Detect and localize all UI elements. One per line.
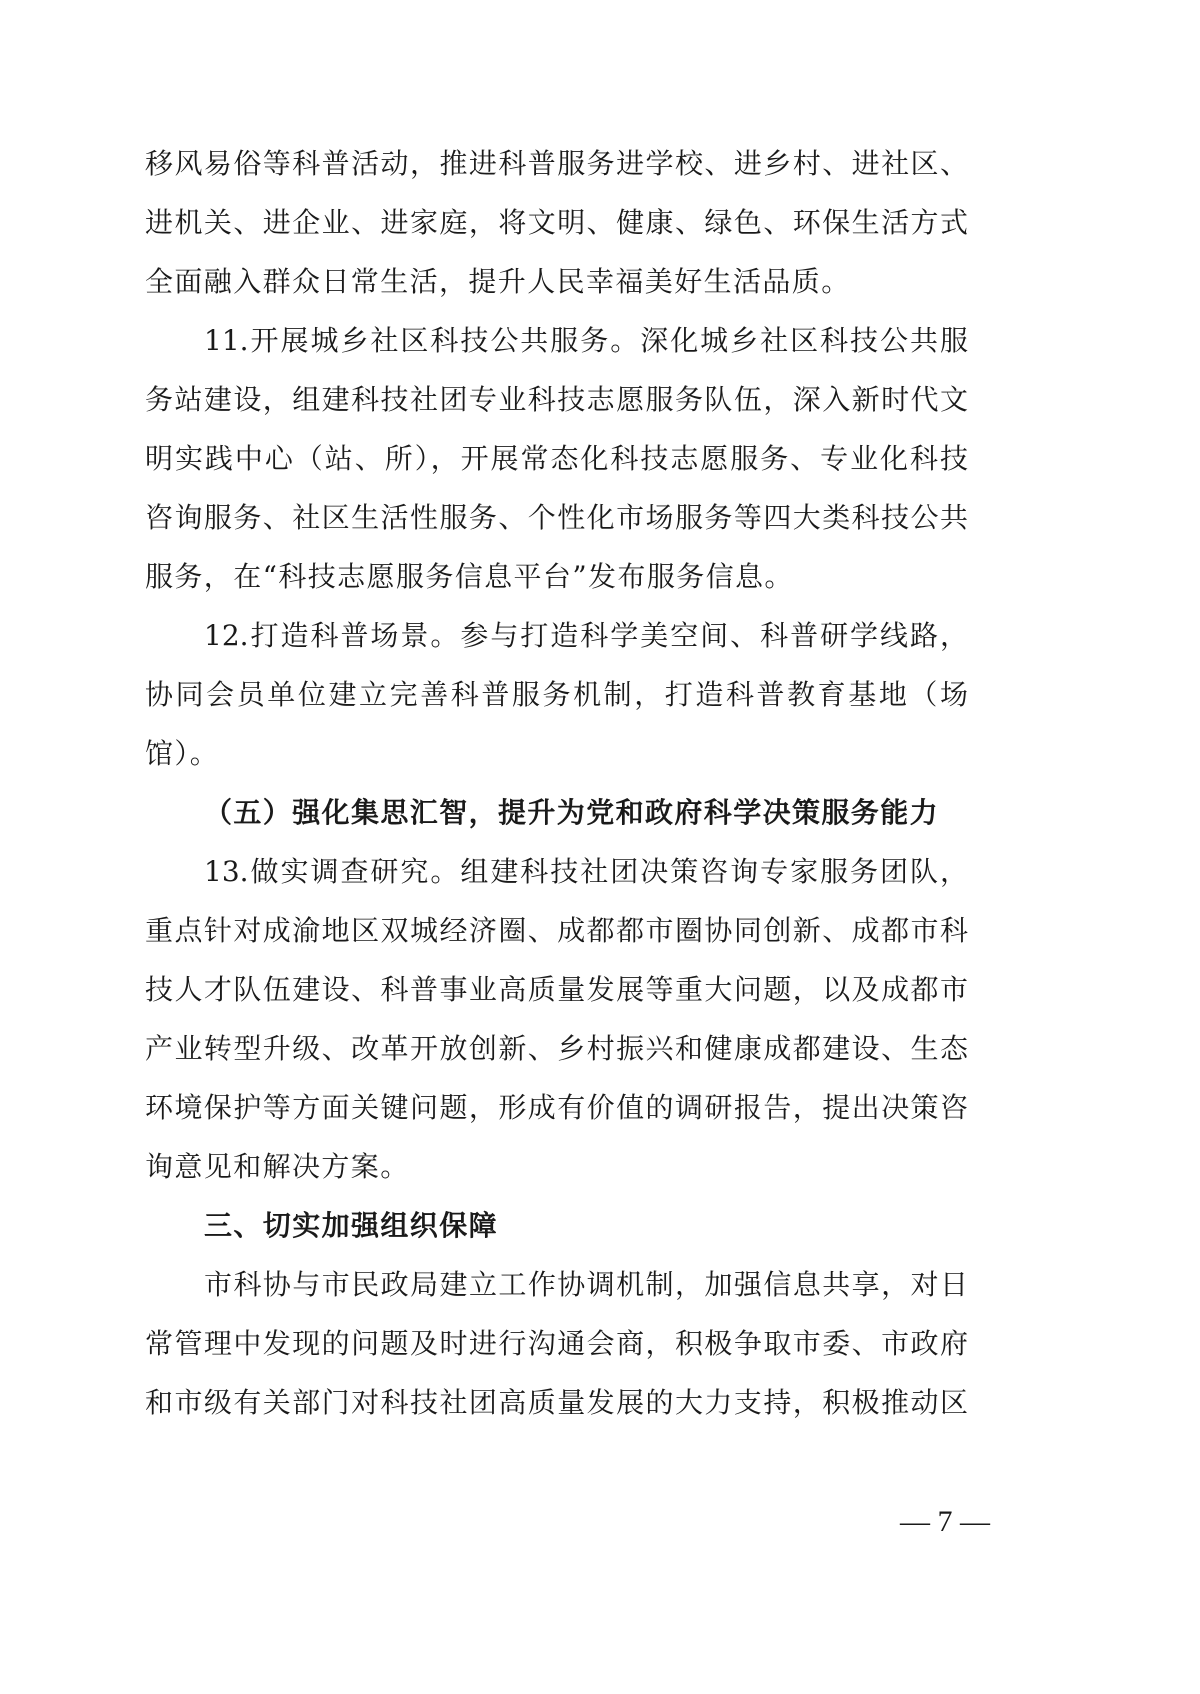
- text-line: 服务，在“科技志愿服务信息平台”发布服务信息。: [145, 560, 794, 593]
- text-line: 务站建设，组建科技社团专业科技志愿服务队伍，深入新时代文: [145, 383, 968, 416]
- text-line: 12.打造科普场景。参与打造科学美空间、科普研学线路，: [204, 619, 968, 652]
- section-heading: 三、切实加强组织保障: [204, 1209, 499, 1242]
- text-line: 常管理中发现的问题及时进行沟通会商，积极争取市委、市政府: [145, 1327, 968, 1360]
- text-line: 13.做实调查研究。组建科技社团决策咨询专家服务团队，: [204, 855, 968, 888]
- text-line: 11.开展城乡社区科技公共服务。深化城乡社区科技公共服: [204, 324, 968, 357]
- text-line: 市科协与市民政局建立工作协调机制，加强信息共享，对日: [204, 1268, 968, 1301]
- text-line: 馆）。: [145, 737, 220, 770]
- section-subheading: （五）强化集思汇智，提升为党和政府科学决策服务能力: [204, 796, 940, 829]
- text-line: 重点针对成渝地区双城经济圈、成都都市圈协同创新、成都市科: [145, 914, 968, 947]
- page-content: [145, 134, 968, 1432]
- text-line: 明实践中心（站、所），开展常态化科技志愿服务、专业化科技: [145, 442, 968, 475]
- text-line: 技人才队伍建设、科普事业高质量发展等重大问题，以及成都市: [145, 973, 968, 1006]
- text-line: 询意见和解决方案。: [145, 1150, 410, 1183]
- text-line: 协同会员单位建立完善科普服务机制，打造科普教育基地（场: [145, 678, 968, 711]
- text-line: 进机关、进企业、进家庭，将文明、健康、绿色、环保生活方式: [145, 206, 968, 239]
- text-line: 产业转型升级、改革开放创新、乡村振兴和健康成都建设、生态: [145, 1032, 968, 1065]
- text-line: 移风易俗等科普活动，推进科普服务进学校、进乡村、进社区、: [145, 147, 968, 180]
- text-line: 和市级有关部门对科技社团高质量发展的大力支持，积极推动区: [145, 1386, 968, 1419]
- text-line: 全面融入群众日常生活，提升人民幸福美好生活品质。: [145, 265, 851, 298]
- page-number: — 7 —: [900, 1505, 990, 1538]
- text-line: 环境保护等方面关键问题，形成有价值的调研报告，提出决策咨: [145, 1091, 968, 1124]
- text-line: 咨询服务、社区生活性服务、个性化市场服务等四大类科技公共: [145, 501, 968, 534]
